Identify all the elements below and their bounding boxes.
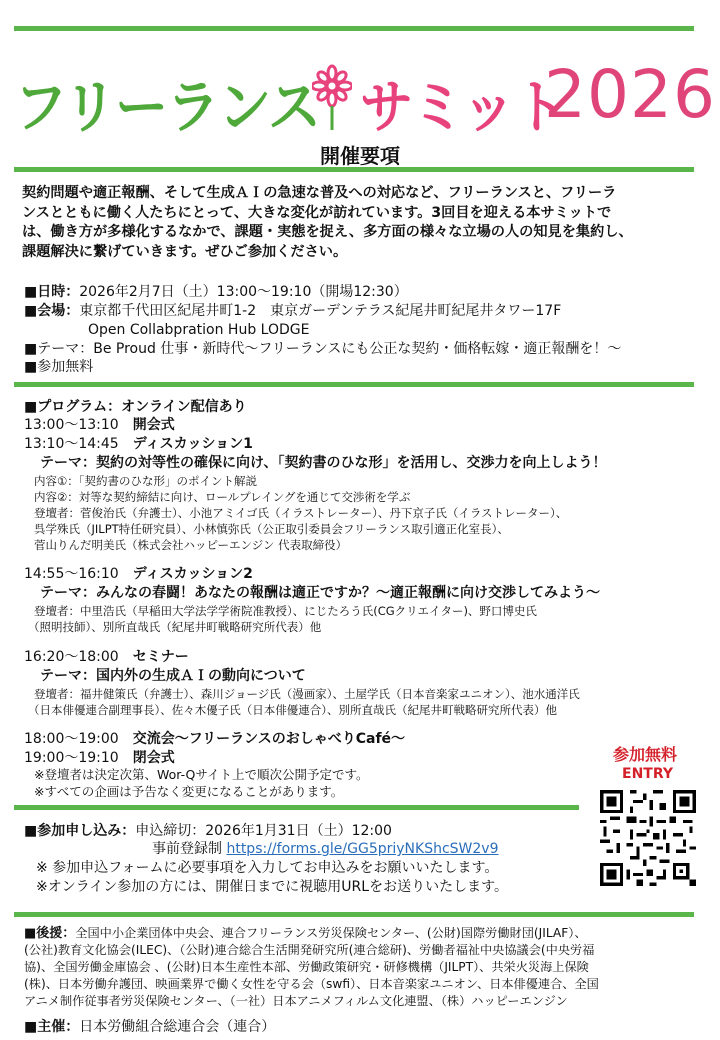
logo-second-text: サミット bbox=[359, 73, 565, 141]
apply-prereg: 事前登録制 https://forms.gle/GG5priyNKShcSW2v9 bbox=[152, 841, 499, 857]
session-speakers: 登壇者：中里浩氏（早稲田大学法学学術院准教授）、にじたろう氏(CGクリエイター)、野口博史氏 bbox=[34, 604, 537, 618]
session-speakers: （日本俳優連合副理事長）、佐々木優子氏（日本俳優連合）、別所直哉氏（紀尾井町戦略研究所代表）他 bbox=[28, 703, 557, 717]
session-discussion-2: 14:55～16:10 ディスカッション2 bbox=[24, 566, 253, 582]
page-title: 開催要項 bbox=[320, 144, 400, 168]
session-seminar: 16:20～18:00 セミナー bbox=[24, 649, 189, 665]
event-free: ■参加無料 bbox=[24, 359, 94, 375]
session-speakers: 登壇者：福井健策氏（弁護士）、森川ジョージ氏（漫画家）、土屋学氏（日本音楽家ユニオン）、池水通洋氏 bbox=[34, 687, 580, 701]
session-discussion-1: 13:10～14:45 ディスカッション1 bbox=[24, 436, 253, 452]
session-networking: 18:00～19:00 交流会～フリーランスのおしゃべりCafé～ bbox=[24, 731, 406, 747]
logo-year: 2026 bbox=[544, 56, 716, 133]
registration-link[interactable]: https://forms.gle/GG5priyNKShcSW2v9 bbox=[226, 841, 499, 857]
divider-rule bbox=[14, 382, 694, 387]
program-note: ※登壇者は決定次第、Wor-Qサイト上で順次公開予定です。 bbox=[34, 767, 369, 782]
session-speakers: 菅山りんだ明美氏（株式会社ハッピーエンジン 代表取締役） bbox=[34, 538, 348, 552]
flower-icon bbox=[312, 64, 352, 134]
entry-label: ENTRY bbox=[622, 766, 673, 782]
session-opening: 13:00～13:10 開会式 bbox=[24, 417, 175, 433]
session-theme: テーマ：契約の対等性の確保に向け、「契約書のひな形」を活用し、交渉力を向上しよう！ bbox=[40, 455, 607, 471]
session-speakers: 呉学殊氏（JILPT特任研究員）、小林慎弥氏（公正取引委員会フリーランス取引適正化室長）、 bbox=[34, 522, 509, 536]
divider-rule bbox=[14, 912, 694, 917]
apply-note: ※オンライン参加の方には、開催日までに視聴用URLをお送りいたします。 bbox=[36, 879, 508, 895]
intro-paragraph: 契約問題や適正報酬、そして生成ＡＩの急速な普及への対応など、フリーランスと、フリーラ ンスとともに働く人たちにとって、大きな変化が訪れています。3回目を迎える本サミットで は、働き方が多様化するなかで、課題・実態を捉え、多方面の様々な立場の人の知見を集約し、 課題解決に繋げていきます。ぜひご参加ください。 bbox=[22, 185, 633, 260]
host-line: ■主催：日本労働組合総連合会（連合） bbox=[24, 1019, 276, 1035]
apply-line: ■参加申し込み：申込締切：2026年1月31日（土）12:00 bbox=[24, 823, 392, 839]
logo-main-text: フリーランス bbox=[14, 73, 320, 141]
event-venue-line2: Open Collabpration Hub LODGE bbox=[88, 322, 310, 338]
entry-free-label: 参加無料 bbox=[613, 745, 678, 764]
session-speakers: 登壇者：菅俊治氏（弁護士）、小池アミイゴ氏（イラストレーター）、丹下京子氏（イラストレーター）、 bbox=[34, 506, 568, 520]
session-closing: 19:00～19:10 閉会式 bbox=[24, 750, 175, 766]
summit-logo bbox=[14, 56, 716, 141]
top-rule bbox=[14, 26, 694, 31]
program-heading: ■プログラム：オンライン配信あり bbox=[24, 399, 247, 415]
divider-rule bbox=[14, 805, 579, 810]
session-theme: テーマ：国内外の生成ＡＩの動向について bbox=[40, 668, 306, 684]
sponsors-line: 協)、全国労働金庫協会 、(公財)日本生産性本部、労働政策研究・研修機構（JILPT）、共栄火災海上保険 bbox=[24, 960, 589, 974]
session-content: 内容①：「契約書のひな形」のポイント解説 bbox=[34, 474, 258, 488]
session-content: 内容②：対等な契約締結に向け、ロールプレイングを通じて交渉術を学ぶ bbox=[34, 490, 411, 504]
program-note: ※すべての企画は予告なく変更になることがあります。 bbox=[34, 784, 344, 799]
sponsors-line: (公社)教育文化協会(ILEC)、（公財)連合総合生活開発研究所(連合総研)、労働者福祉中央協議会(中央労福 bbox=[24, 943, 595, 957]
session-theme: テーマ：みんなの春闘！あなたの報酬は適正ですか？～適正報酬に向け交渉してみよう～ bbox=[40, 585, 600, 601]
event-venue: ■会場：東京都千代田区紀尾井町1-2 東京ガーデンテラス紀尾井町紀尾井タワー17F bbox=[24, 303, 562, 319]
event-theme: ■テーマ：Be Proud 仕事・新時代～フリーランスにも公正な契約・価格転嫁・適正報酬を！～ bbox=[24, 341, 622, 357]
sponsors-line: アニメ制作従事者労災保険センター、（一社）日本アニメフィルム文化連盟、（株）ハッピーエンジン bbox=[24, 994, 568, 1008]
sponsors-line: (株)、日本労働弁護団、映画業界で働く女性を守る会（swfi）、日本音楽家ユニオン、日本俳優連合、全国 bbox=[24, 977, 599, 991]
apply-note: ※ 参加申込フォームに必要事項を入力してお申込みをお願いいたします。 bbox=[36, 860, 499, 876]
sponsors-line: ■後援：全国中小企業団体中央会、連合フリーランス労災保険センター、(公財)国際労働財団(JILAF）、 bbox=[24, 926, 587, 941]
session-speakers: （照明技師）、別所直哉氏（紀尾井町戦略研究所代表）他 bbox=[28, 620, 322, 634]
event-date: ■日時：2026年2月7日（土）13:00～19:10（開場12:30） bbox=[24, 284, 408, 300]
